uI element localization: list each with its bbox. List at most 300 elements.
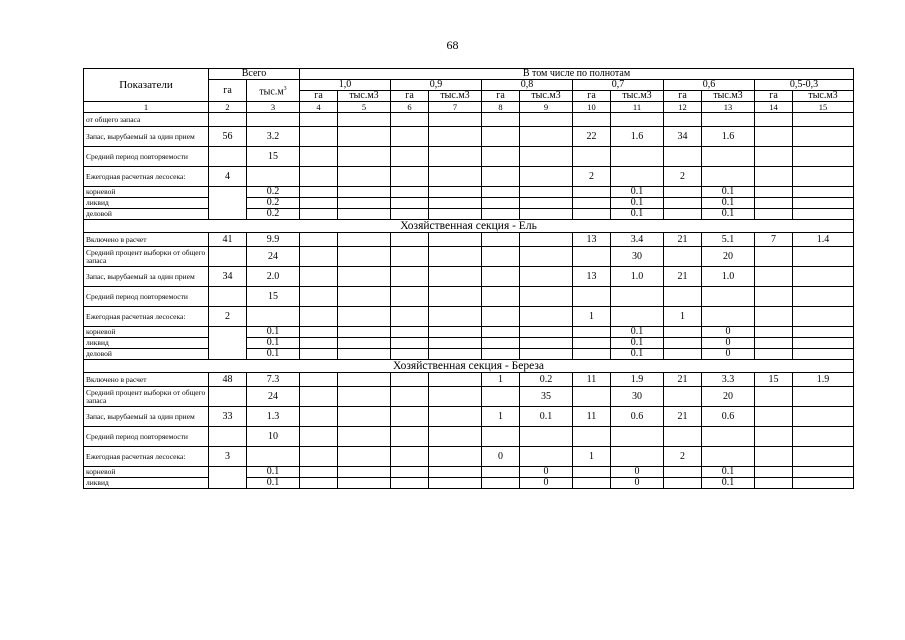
table-cell [391,127,429,147]
column-number: 6 [391,102,429,113]
table-cell: 0 [611,467,664,478]
table-cell [755,287,793,307]
column-number: 5 [338,102,391,113]
table-cell [793,349,854,360]
unit-vol: тыс.м3 [520,91,573,102]
table-cell [300,127,338,147]
table-cell [300,233,338,247]
table-cell: 34 [209,267,247,287]
table-cell: 9.9 [247,233,300,247]
table-cell: 41 [209,233,247,247]
table-cell: 1.9 [611,373,664,387]
table-cell [338,127,391,147]
row-label: ликвид [84,338,209,349]
table-row [84,209,854,220]
table-cell [429,427,482,447]
table-cell [664,287,702,307]
table-cell [209,287,247,307]
table-cell [755,167,793,187]
table-cell: 0 [611,478,664,489]
felling-table [83,68,854,489]
table-cell [338,373,391,387]
column-number: 4 [300,102,338,113]
table-cell [300,349,338,360]
row-label: Средний период повторяемости [84,147,209,167]
table-cell: 3.3 [702,373,755,387]
table-cell [338,167,391,187]
section-title: Хозяйственная секция - Ель [84,220,854,233]
table-cell: 2 [209,307,247,327]
unit-ha: га [664,91,702,102]
table-row [84,307,854,327]
table-cell [520,127,573,147]
table-cell [300,407,338,427]
table-cell [520,307,573,327]
table-cell [429,373,482,387]
table-cell: 1.0 [611,267,664,287]
table-cell [391,407,429,427]
table-cell [793,467,854,478]
table-row [84,427,854,447]
unit-vol: тыс.м3 [429,91,482,102]
table-cell [338,307,391,327]
table-cell [300,373,338,387]
table-cell: 0.2 [520,373,573,387]
table-cell [702,287,755,307]
table-cell [520,287,573,307]
table-cell [338,467,391,478]
table-cell [429,113,482,127]
table-cell [429,147,482,167]
table-cell [300,338,338,349]
table-cell: 0.6 [702,407,755,427]
row-label: Включено в расчет [84,233,209,247]
table-cell [482,209,520,220]
table-cell [611,113,664,127]
table-cell [520,113,573,127]
unit-vol: тыс.м3 [793,91,854,102]
table-cell: 11 [573,373,611,387]
table-cell: 3 [209,447,247,467]
row-label: Ежегодная расчетная лесосека: [84,447,209,467]
density-header: 0,6 [664,80,755,91]
row-label: Запас, вырубаемый за один прием [84,267,209,287]
page-number: 68 [446,38,459,52]
table-cell [429,447,482,467]
density-header: 0,9 [391,80,482,91]
row-label: Включено в расчет [84,373,209,387]
table-cell [482,247,520,267]
table-cell [793,327,854,338]
row-label: корневой [84,467,209,478]
table-cell [338,209,391,220]
table-cell [300,167,338,187]
table-cell: 0.1 [611,349,664,360]
table-cell [702,427,755,447]
table-cell: 3.2 [247,127,300,147]
table-cell [391,338,429,349]
table-cell [793,307,854,327]
table-cell: 0 [702,349,755,360]
table-cell [209,247,247,267]
table-cell [429,338,482,349]
table-row [84,147,854,167]
table-cell [300,247,338,267]
row-label: Запас, вырубаемый за один прием [84,407,209,427]
row-label: Ежегодная расчетная лесосека: [84,167,209,187]
table-cell [573,467,611,478]
table-cell [300,307,338,327]
table-cell [793,407,854,427]
table-cell [793,127,854,147]
section-row [84,220,854,233]
table-cell [755,198,793,209]
table-cell [793,167,854,187]
column-number: 7 [429,102,482,113]
table-cell [793,287,854,307]
table-cell [391,187,429,198]
table-cell [611,287,664,307]
table-row [84,167,854,187]
table-cell [482,467,520,478]
table-cell: 21 [664,373,702,387]
table-cell [391,349,429,360]
row-label: деловой [84,349,209,360]
table-cell [482,387,520,407]
table-cell [664,338,702,349]
table-cell: 5.1 [702,233,755,247]
table-cell [391,387,429,407]
table-cell [300,467,338,478]
density-header: 1,0 [300,80,391,91]
table-cell [755,187,793,198]
unit-ha: га [482,91,520,102]
table-cell [429,407,482,427]
table-cell: 0.1 [611,187,664,198]
table-cell: 0.1 [702,209,755,220]
table-cell [482,287,520,307]
table-cell [338,327,391,338]
table-cell [429,467,482,478]
table-cell [702,147,755,167]
table-cell [755,327,793,338]
density-header: 0,7 [573,80,664,91]
table-cell: 15 [247,147,300,167]
table-cell [573,198,611,209]
table-cell [482,147,520,167]
unit-ha: га [573,91,611,102]
table-cell [520,327,573,338]
table-cell: 0.1 [611,209,664,220]
table-cell [702,167,755,187]
unit-vol: тыс.м3 [338,91,391,102]
table-cell [338,113,391,127]
table-row [84,338,854,349]
table-cell [793,147,854,167]
table-cell: 1.6 [702,127,755,147]
table-cell [391,327,429,338]
table-cell [429,478,482,489]
section-row [84,360,854,373]
table-cell [482,167,520,187]
table-cell [391,478,429,489]
header-row-1 [84,69,854,80]
header-total-vol-text: тыс.м [259,86,284,98]
row-label: корневой [84,187,209,198]
table-cell [300,478,338,489]
table-cell [573,287,611,307]
table-cell [793,209,854,220]
table-cell [755,349,793,360]
table-cell [573,427,611,447]
column-numbers-row [84,102,854,113]
table-cell [391,198,429,209]
table-cell [611,167,664,187]
table-cell [300,147,338,167]
table-cell: 56 [209,127,247,147]
table-cell: 0.1 [702,478,755,489]
table-cell [664,198,702,209]
table-cell [429,167,482,187]
table-row [84,467,854,478]
table-cell [391,247,429,267]
table-cell: 1 [482,373,520,387]
table-cell: 21 [664,407,702,427]
table-cell [429,287,482,307]
table-cell [300,113,338,127]
table-cell [520,349,573,360]
table-cell [300,287,338,307]
table-cell: 7.3 [247,373,300,387]
table-cell [482,127,520,147]
table-row [84,349,854,360]
table-cell [482,267,520,287]
table-cell [520,209,573,220]
table-row [84,113,854,127]
table-row [84,198,854,209]
table-cell [482,327,520,338]
table-cell [664,247,702,267]
table-cell [338,267,391,287]
unit-vol: тыс.м3 [702,91,755,102]
table-cell [482,307,520,327]
table-cell [755,467,793,478]
column-number: 3 [247,102,300,113]
table-cell: 2 [664,167,702,187]
table-cell [520,233,573,247]
table-cell [793,247,854,267]
table-cell [391,307,429,327]
table-cell [793,267,854,287]
column-number: 12 [664,102,702,113]
table-cell [338,147,391,167]
table-cell: 34 [664,127,702,147]
table-cell [755,307,793,327]
table-cell [429,307,482,327]
table-cell [664,349,702,360]
table-cell [247,113,300,127]
table-cell: 13 [573,267,611,287]
table-cell [300,387,338,407]
table-cell: 21 [664,233,702,247]
table-row [84,478,854,489]
table-cell: 1 [573,307,611,327]
table-cell [755,113,793,127]
table-cell [573,247,611,267]
table-cell [338,338,391,349]
table-cell [429,209,482,220]
table-cell: 0.1 [247,338,300,349]
table-cell [520,198,573,209]
header-indicators: Показатели [84,69,209,102]
table-cell [482,478,520,489]
table-row [84,407,854,427]
table-cell: 0 [702,338,755,349]
table-cell: 0.1 [702,467,755,478]
unit-ha: га [755,91,793,102]
table-cell: 35 [520,387,573,407]
table-row [84,187,854,198]
table-cell: 30 [611,247,664,267]
table-cell [793,338,854,349]
table-cell [755,338,793,349]
row-label: Средний процент выборки от общего запаса [84,247,209,267]
table-cell: 0 [520,478,573,489]
table-cell [300,447,338,467]
header-including: В том числе по полнотам [300,69,854,80]
table-cell [702,447,755,467]
table-cell [300,427,338,447]
table-cell [391,209,429,220]
column-number: 14 [755,102,793,113]
table-cell [573,338,611,349]
table-cell: 0 [482,447,520,467]
table-cell [793,478,854,489]
table-cell [482,187,520,198]
row-label: Средний период повторяемости [84,287,209,307]
table-cell [755,427,793,447]
table-cell: 2.0 [247,267,300,287]
column-number: 10 [573,102,611,113]
column-number: 13 [702,102,755,113]
table-cell [338,407,391,427]
table-cell [247,447,300,467]
table-cell: 24 [247,387,300,407]
table-cell [664,467,702,478]
table-row [84,373,854,387]
table-cell [429,327,482,338]
table-cell [520,187,573,198]
table-cell: 20 [702,387,755,407]
column-number: 8 [482,102,520,113]
table-row [84,287,854,307]
table-cell [664,113,702,127]
table-cell [338,387,391,407]
table-cell [664,427,702,447]
table-cell [482,233,520,247]
column-number: 11 [611,102,664,113]
table-cell: 0.1 [611,198,664,209]
table-row [84,387,854,407]
merged-blank-cell [209,467,247,489]
table-cell [482,427,520,447]
table-cell [338,478,391,489]
table-cell: 2 [664,447,702,467]
table-cell: 4 [209,167,247,187]
table-cell [520,338,573,349]
table-cell [755,247,793,267]
table-cell [664,187,702,198]
row-label: корневой [84,327,209,338]
density-header: 0,5-0,3 [755,80,854,91]
table-cell [391,267,429,287]
table-cell [793,113,854,127]
table-cell [611,307,664,327]
row-label: от общего запаса [84,113,209,127]
table-cell [338,427,391,447]
table-cell [664,147,702,167]
table-cell: 0.2 [247,209,300,220]
table-row [84,267,854,287]
merged-blank-cell [209,327,247,360]
section-title: Хозяйственная секция - Береза [84,360,854,373]
table-cell [391,287,429,307]
table-cell: 22 [573,127,611,147]
table-cell [338,247,391,267]
table-cell [300,267,338,287]
table-cell [755,407,793,427]
table-cell [391,113,429,127]
table-cell [573,113,611,127]
table-cell [520,427,573,447]
table-cell [573,349,611,360]
table-cell: 1 [573,447,611,467]
table-cell: 21 [664,267,702,287]
table-cell [300,198,338,209]
table-cell [429,247,482,267]
table-cell [573,478,611,489]
table-cell [755,478,793,489]
table-cell [793,198,854,209]
table-cell [664,387,702,407]
table-cell [611,427,664,447]
unit-ha: га [391,91,429,102]
table-cell: 48 [209,373,247,387]
table-cell [338,198,391,209]
table-cell [755,209,793,220]
table-cell [664,478,702,489]
table-cell [482,198,520,209]
table-row [84,447,854,467]
table-cell [793,447,854,467]
table-cell [338,287,391,307]
table-cell [391,373,429,387]
table-cell [391,147,429,167]
table-cell: 1 [482,407,520,427]
table-cell: 13 [573,233,611,247]
column-number: 15 [793,102,854,113]
row-label: Средний процент выборки от общего запаса [84,387,209,407]
row-label: ликвид [84,198,209,209]
column-number: 1 [84,102,209,113]
table-cell [391,233,429,247]
table-cell [755,127,793,147]
table-cell: 0.2 [247,187,300,198]
row-label: Ежегодная расчетная лесосека: [84,307,209,327]
table-cell [520,247,573,267]
table-cell [702,307,755,327]
table-row [84,327,854,338]
